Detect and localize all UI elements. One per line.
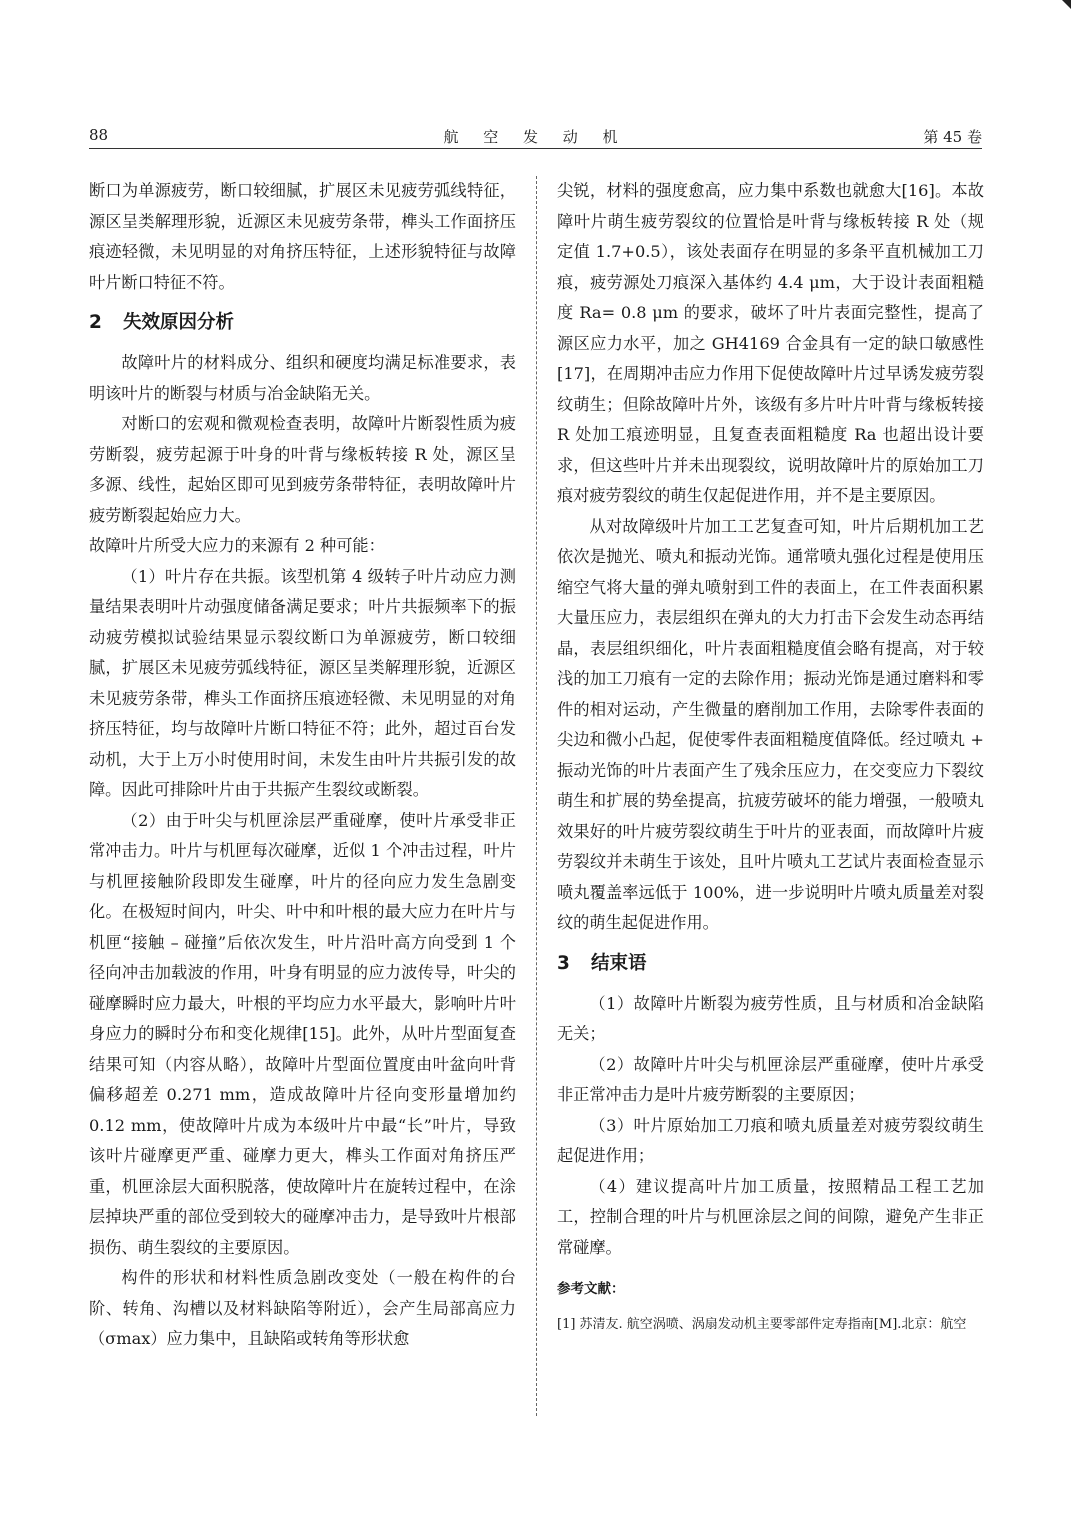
page-corner-mark	[1062, 0, 1071, 9]
section-heading-2	[89, 306, 516, 340]
conclusion-item: （1）故障叶片断裂为疲劳性质，且与材质和冶金缺陷无关；	[557, 993, 984, 1043]
right-column	[557, 176, 984, 1337]
paragraph: 对断口的宏观和微观检查表明，故障叶片断裂性质为疲劳断裂，疲劳起源于叶身的叶背与缘板转接 R 处，源区呈多源、线性，起始区即可见到疲劳条带特征，表明故障叶片疲劳断裂起始应力大。	[89, 414, 516, 525]
header-rule	[89, 148, 982, 149]
section-number: 3	[557, 952, 570, 974]
running-header	[89, 124, 982, 148]
conclusion-item: （4）建议提高叶片加工质量，按照精品工程工艺加工，控制合理的叶片与机匣涂层之间的间隙，避免产生非正常碰摩。	[557, 1176, 984, 1257]
section-title: 结束语	[591, 952, 647, 974]
conclusion-item: （3）叶片原始加工刀痕和喷丸质量差对疲劳裂纹萌生起促进作用；	[557, 1115, 984, 1165]
conclusion-item: （2）故障叶片叶尖与机匣涂层严重碰摩，使叶片承受非正常冲击力是叶片疲劳断裂的主要原因；	[557, 1054, 984, 1104]
paragraph: 故障叶片的材料成分、组织和硬度均满足标准要求，表明该叶片的断裂与材质与冶金缺陷无关。	[89, 353, 516, 403]
left-column	[89, 176, 516, 1355]
section-title: 失效原因分析	[123, 312, 235, 333]
paragraph: （2）由于叶尖与机匣涂层严重碰摩，使叶片承受非正常冲击力。叶片与机匣每次碰摩，近似 1 个冲击过程，叶片与机匣接触阶段即发生碰摩，叶片的径向应力发生急剧变化。在极短时间内，叶尖、叶中和叶根的最大应力在叶片与机匣“接触 – 碰撞”后依次发生，叶片沿叶高方向受到 1 个径向冲击加载波的作用，叶身有明显的应力波传导，叶尖的碰摩瞬时应力最大，叶根的平均应力水平最大，影响叶片叶身应力的瞬时分布和变化规律[15]。此外，从叶片型面复查结果可知（内容从略），故障叶片型面位置度由叶盆向叶背偏移超差 0.271 mm，造成故障叶片径向变形量增加约 0.12 mm，使故障叶片成为本级叶片中最“长”叶片，导致该叶片碰摩更严重、碰摩力更大，榫头工作面对角挤压严重，机匣涂层大面积脱落，使故障叶片在旋转过程中，在涂层掉块严重的部位受到较大的碰摩冲击力，是导致叶片根部损伤、萌生裂纹的主要原因。	[89, 810, 516, 1257]
references-heading: 参考文献：	[557, 1281, 625, 1297]
page-number: 88	[89, 126, 109, 144]
paragraph: 构件的形状和材料性质急剧改变处（一般在构件的台阶、转角、沟槽以及材料缺陷等附近），会产生局部高应力（σmax）应力集中，且缺陷或转角等形状愈	[89, 1268, 516, 1348]
volume-label: 第 45 卷	[923, 128, 982, 146]
column-divider	[536, 176, 537, 1416]
section-number: 2	[89, 312, 102, 333]
reference-item: [1] 苏清友. 航空涡喷、涡扇发动机主要零部件定寿指南[M].北京：航空	[557, 1317, 967, 1332]
section-heading-3	[557, 947, 984, 981]
paragraph: （1）叶片存在共振。该型机第 4 级转子叶片动应力测量结果表明叶片动强度储备满足要求；叶片共振频率下的振动疲劳模拟试验结果显示裂纹断口为单源疲劳，断口较细腻，扩展区未见疲劳弧线特征，源区呈类解理形貌，近源区未见疲劳条带，榫头工作面挤压痕迹轻微、未见明显的对角挤压特征，均与故障叶片断口特征不符；此外，超过百台发动机，大于上万小时使用时间，未发生由叶片共振引发的故障。因此可排除叶片由于共振产生裂纹或断裂。	[89, 566, 516, 799]
paragraph: 尖锐，材料的强度愈高，应力集中系数也就愈大[16]。本故障叶片萌生疲劳裂纹的位置恰是叶背与缘板转接 R 处（规定值 1.7+0.5），该处表面存在明显的多条平直机械加工刀痕，疲劳源处刀痕深入基体约 4.4 μm，大于设计表面粗糙度 Ra= 0.8 μm 的要求，破坏了叶片表面完整性，提高了源区应力水平，加之 GH4169 合金具有一定的缺口敏感性[17]，在周期冲击应力作用下促使故障叶片过早诱发疲劳裂纹萌生；但除故障叶片外，该级有多片叶片叶背与缘板转接 R 处加工痕迹明显，且复查表面粗糙度 Ra 也超出设计要求，但这些叶片并未出现裂纹，说明故障叶片的原始加工刀痕对疲劳裂纹的萌生仅起促进作用，并不是主要原因。	[557, 181, 984, 505]
journal-title: 航 空 发 动 机	[443, 128, 628, 146]
paragraph: 故障叶片所受大应力的来源有 2 种可能：	[89, 536, 385, 555]
paragraph: 断口为单源疲劳，断口较细腻，扩展区未见疲劳弧线特征，源区呈类解理形貌，近源区未见疲劳条带，榫头工作面挤压痕迹轻微，未见明显的对角挤压特征，上述形貌特征与故障叶片断口特征不符。	[89, 181, 516, 292]
paragraph: 从对故障级叶片加工工艺复查可知，叶片后期机加工艺依次是抛光、喷丸和振动光饰。通常喷丸强化过程是使用压缩空气将大量的弹丸喷射到工件的表面上，在工件表面积累大量压应力，表层组织在弹丸的大力打击下会发生动态再结晶，表层组织细化，叶片表面粗糙度值会略有提高，对于较浅的加工刀痕有一定的去除作用；振动光饰是通过磨料和零件的相对运动，产生微量的磨削加工作用，去除零件表面的尖边和微小凸起，促使零件表面粗糙度值降低。经过喷丸 + 振动光饰的叶片表面产生了残余压应力，在交变应力下裂纹萌生和扩展的势垒提高，抗疲劳破坏的能力增强，一般喷丸效果好的叶片疲劳裂纹萌生于叶片的亚表面，而故障叶片疲劳裂纹并未萌生于该处，且叶片喷丸工艺试片表面检查显示喷丸覆盖率远低于 100%，进一步说明叶片喷丸质量差对裂纹的萌生起促进作用。	[557, 516, 984, 932]
